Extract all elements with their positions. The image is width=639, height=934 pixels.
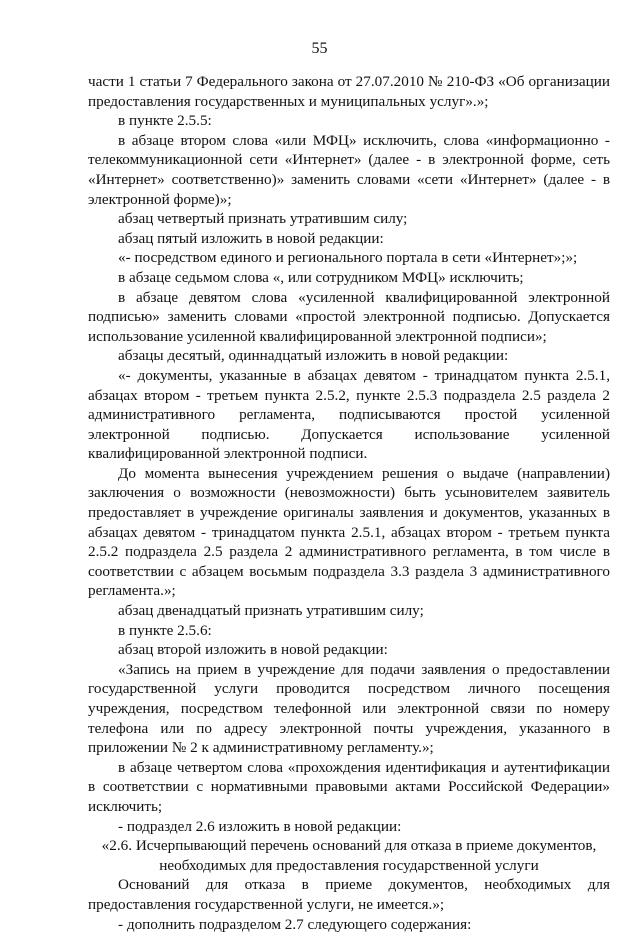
page-number: 55 (311, 40, 328, 57)
paragraph: абзац пятый изложить в новой редакции: (118, 229, 384, 247)
paragraph: в абзаце четвертом слова «прохождения идентификация и аутентификации в соответствии с нормативными правовыми актами Российской Федерации» исключить; (88, 758, 610, 815)
paragraph: «- документы, указанные в абзацах девятом - тринадцатом пункта 2.5.1, абзацах втором - третьем пункта 2.5.2, пункте 2.5.3 подраздела 2.5 раздела 2 административного регламента, подписываются простой усиленной электронной подписью. Допускается использование усиленной квалифицированной электронной подписи. (88, 366, 610, 463)
paragraph: - подраздел 2.6 изложить в новой редакции: (118, 817, 402, 835)
paragraph: «- посредством единого и регионального портала в сети «Интернет»;»; (118, 249, 578, 267)
paragraph: «Запись на прием в учреждение для подачи заявления о предоставлении государственной услуги проводится посредством личного посещения учреждения, посредством телефонной или электронной связи по номеру телефона или по адресу электронной почты учреждения, указанного в приложении № 2 к административному регламенту.»; (88, 660, 610, 757)
section-heading: «2.6. Исчерпывающий перечень оснований для отказа в приеме документов, необходимых для предоставления государственной услуги (101, 837, 597, 874)
paragraph: абзац второй изложить в новой редакции: (118, 641, 388, 659)
paragraph: - дополнить подразделом 2.7 следующего содержания: (118, 915, 472, 933)
paragraph: в абзаце девятом слова «усиленной квалифицированной электронной подписью» заменить словами «простой электронной подписью. Допускается использование усиленной квалифицированной электронной подписи»; (88, 288, 610, 345)
paragraph: в абзаце втором слова «или МФЦ» исключить, слова «информационно - телекоммуникационной сети «Интернет» (далее - в электронной форме, сеть «Интернет» соответственно)» заменить словами «сети «Интернет» (далее - в электронной форме)»; (88, 131, 610, 208)
paragraph: Оснований для отказа в приеме документов, необходимых для предоставления государственной услуги, не имеется.»; (88, 876, 610, 913)
paragraph: в абзаце седьмом слова «, или сотрудником МФЦ» исключить; (118, 268, 524, 286)
paragraph: в пункте 2.5.5: (118, 112, 212, 130)
paragraph: части 1 статьи 7 Федерального закона от 27.07.2010 № 210-ФЗ «Об организации предоставления государственных и муниципальных услуг».»; (88, 73, 610, 110)
paragraph: абзац четвертый признать утратившим силу; (118, 210, 408, 228)
paragraph: абзац двенадцатый признать утратившим силу; (118, 602, 424, 620)
paragraph: До момента вынесения учреждением решения о выдаче (направлении) заключения о возможности (невозможности) быть усыновителем заявитель предоставляет в учреждение оригиналы заявления и документов, указанных в абзацах девятом - тринадцатом пункта 2.5.1, абзацах втором - третьем пункта 2.5.2 подраздела 2.5 раздела 2 административного регламента, в том числе в соответствии с абзацем восьмым подраздела 3.3 раздела 3 административного регламента.»; (88, 464, 610, 600)
document-body (88, 72, 610, 934)
paragraph: абзацы десятый, одиннадцатый изложить в новой редакции: (118, 347, 509, 365)
paragraph: в пункте 2.5.6: (118, 621, 212, 639)
